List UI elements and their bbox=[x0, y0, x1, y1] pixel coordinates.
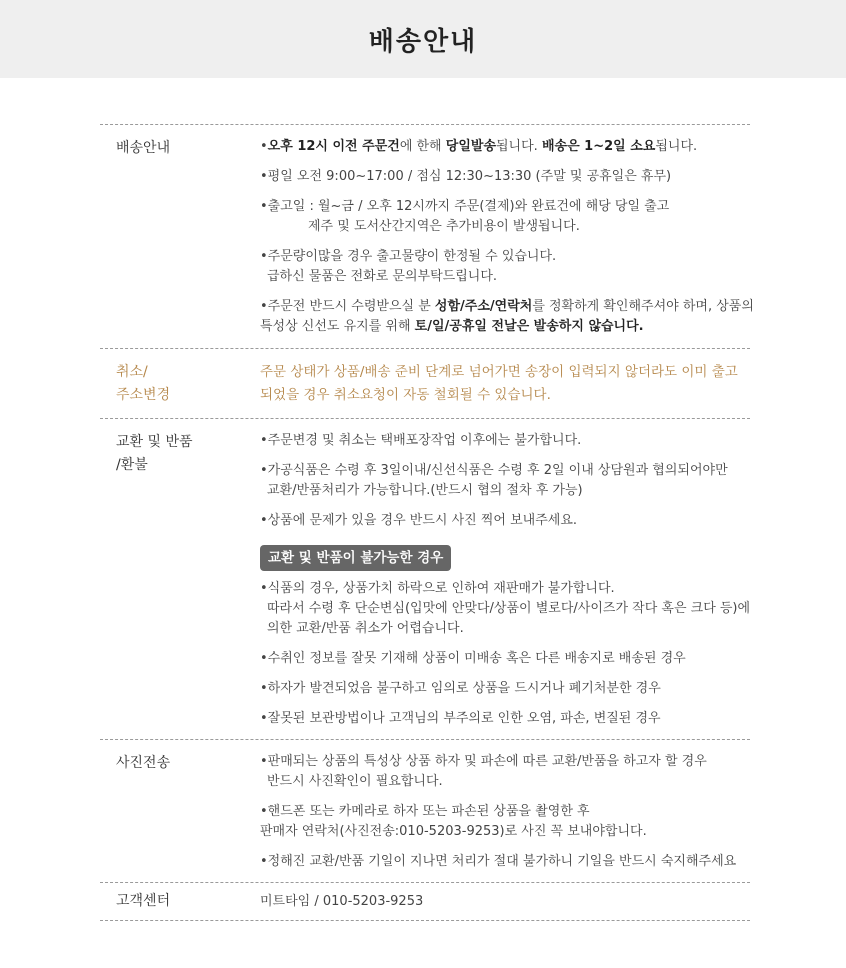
cancel-section bbox=[100, 348, 750, 418]
list-item: •출고일 : 월~금 / 오후 12시까지 주문(결제)와 완료건에 해당 당일 출고 제주 및 도서산간지역은 추가비용이 발생됩니다. bbox=[260, 199, 670, 234]
service-value: 미트타임 / 010-5203-9253 bbox=[260, 894, 424, 909]
list-item: •오후 12시 이전 주문건에 한해 당일발송됩니다. 배송은 1~2일 소요됩니다. bbox=[260, 139, 698, 154]
exchange-section bbox=[100, 418, 750, 739]
service-label: 고객센터 bbox=[116, 893, 171, 909]
list-item bbox=[260, 545, 750, 571]
shipping-content bbox=[260, 137, 754, 337]
page-title: 배송안내 bbox=[368, 26, 478, 57]
list-item: •판매되는 상품의 특성상 상품 하자 및 파손에 따른 교환/반품을 하고자 할 경우 반드시 사진확인이 필요합니다. bbox=[260, 754, 707, 789]
cancel-label: 취소/ 주소변경 bbox=[116, 364, 171, 403]
shipping-section bbox=[100, 124, 754, 348]
list-item: •하자가 발견되었음 불구하고 임의로 상품을 드시거나 폐기처분한 경우 bbox=[260, 681, 661, 696]
page-header bbox=[0, 0, 846, 78]
service-section bbox=[100, 882, 750, 921]
not-allowed-badge: 교환 및 반품이 불가능한 경우 bbox=[260, 545, 451, 571]
photo-label: 사진전송 bbox=[116, 755, 171, 771]
list-item: •식품의 경우, 상품가치 하락으로 인하여 재판매가 불가합니다. 따라서 수령 후 단순변심(입맛에 안맞다/상품이 별로다/사이즈가 작다 혹은 크다 등)에 의한 교환/반품 취소가 어렵습니다. bbox=[260, 581, 751, 636]
list-item: •잘못된 보관방법이나 고객님의 부주의로 인한 오염, 파손, 변질된 경우 bbox=[260, 711, 661, 726]
list-item: •가공식품은 수령 후 3일이내/신선식품은 수령 후 2일 이내 상담원과 협의되어야만 교환/반품처리가 가능합니다.(반드시 협의 절차 후 가능) bbox=[260, 463, 728, 498]
photo-section bbox=[100, 739, 750, 882]
list-item: •핸드폰 또는 카메라로 하자 또는 파손된 상품을 촬영한 후 판매자 연락처(사진전송:010-5203-9253)로 사진 꼭 보내야합니다. bbox=[260, 804, 647, 839]
info-table bbox=[100, 124, 754, 921]
list-item: •수취인 정보를 잘못 기재해 상품이 미배송 혹은 다른 배송지로 배송된 경우 bbox=[260, 651, 686, 666]
list-item: •주문전 반드시 수령받으실 분 성함/주소/연락처를 정확하게 확인해주셔야 하며, 상품의 특성상 신선도 유지를 위해 토/일/공휴일 전날은 발송하지 않습니다. bbox=[260, 299, 754, 334]
list-item: •정해진 교환/반품 기일이 지나면 처리가 절대 불가하니 기일을 반드시 숙지해주세요 bbox=[260, 854, 737, 869]
service-content bbox=[260, 890, 750, 913]
photo-content bbox=[260, 752, 750, 872]
list-item: •상품에 문제가 있을 경우 반드시 사진 찍어 보내주세요. bbox=[260, 513, 578, 528]
exchange-label: 교환 및 반품 /환불 bbox=[116, 434, 193, 473]
list-item: •주문변경 및 취소는 택배포장작업 이후에는 불가합니다. bbox=[260, 433, 582, 448]
exchange-content bbox=[260, 431, 750, 729]
shipping-label: 배송안내 bbox=[116, 140, 171, 156]
list-item: •평일 오전 9:00~17:00 / 점심 12:30~13:30 (주말 및 공휴일은 휴무) bbox=[260, 169, 672, 184]
list-item: •주문량이많을 경우 출고물량이 한정될 수 있습니다. 급하신 물품은 전화로 문의부탁드립니다. bbox=[260, 249, 557, 284]
cancel-content: 주문 상태가 상품/배송 준비 단계로 넘어가면 송장이 입력되지 않더라도 이미 출고 되었을 경우 취소요청이 자동 철회될 수 있습니다. bbox=[260, 364, 738, 403]
